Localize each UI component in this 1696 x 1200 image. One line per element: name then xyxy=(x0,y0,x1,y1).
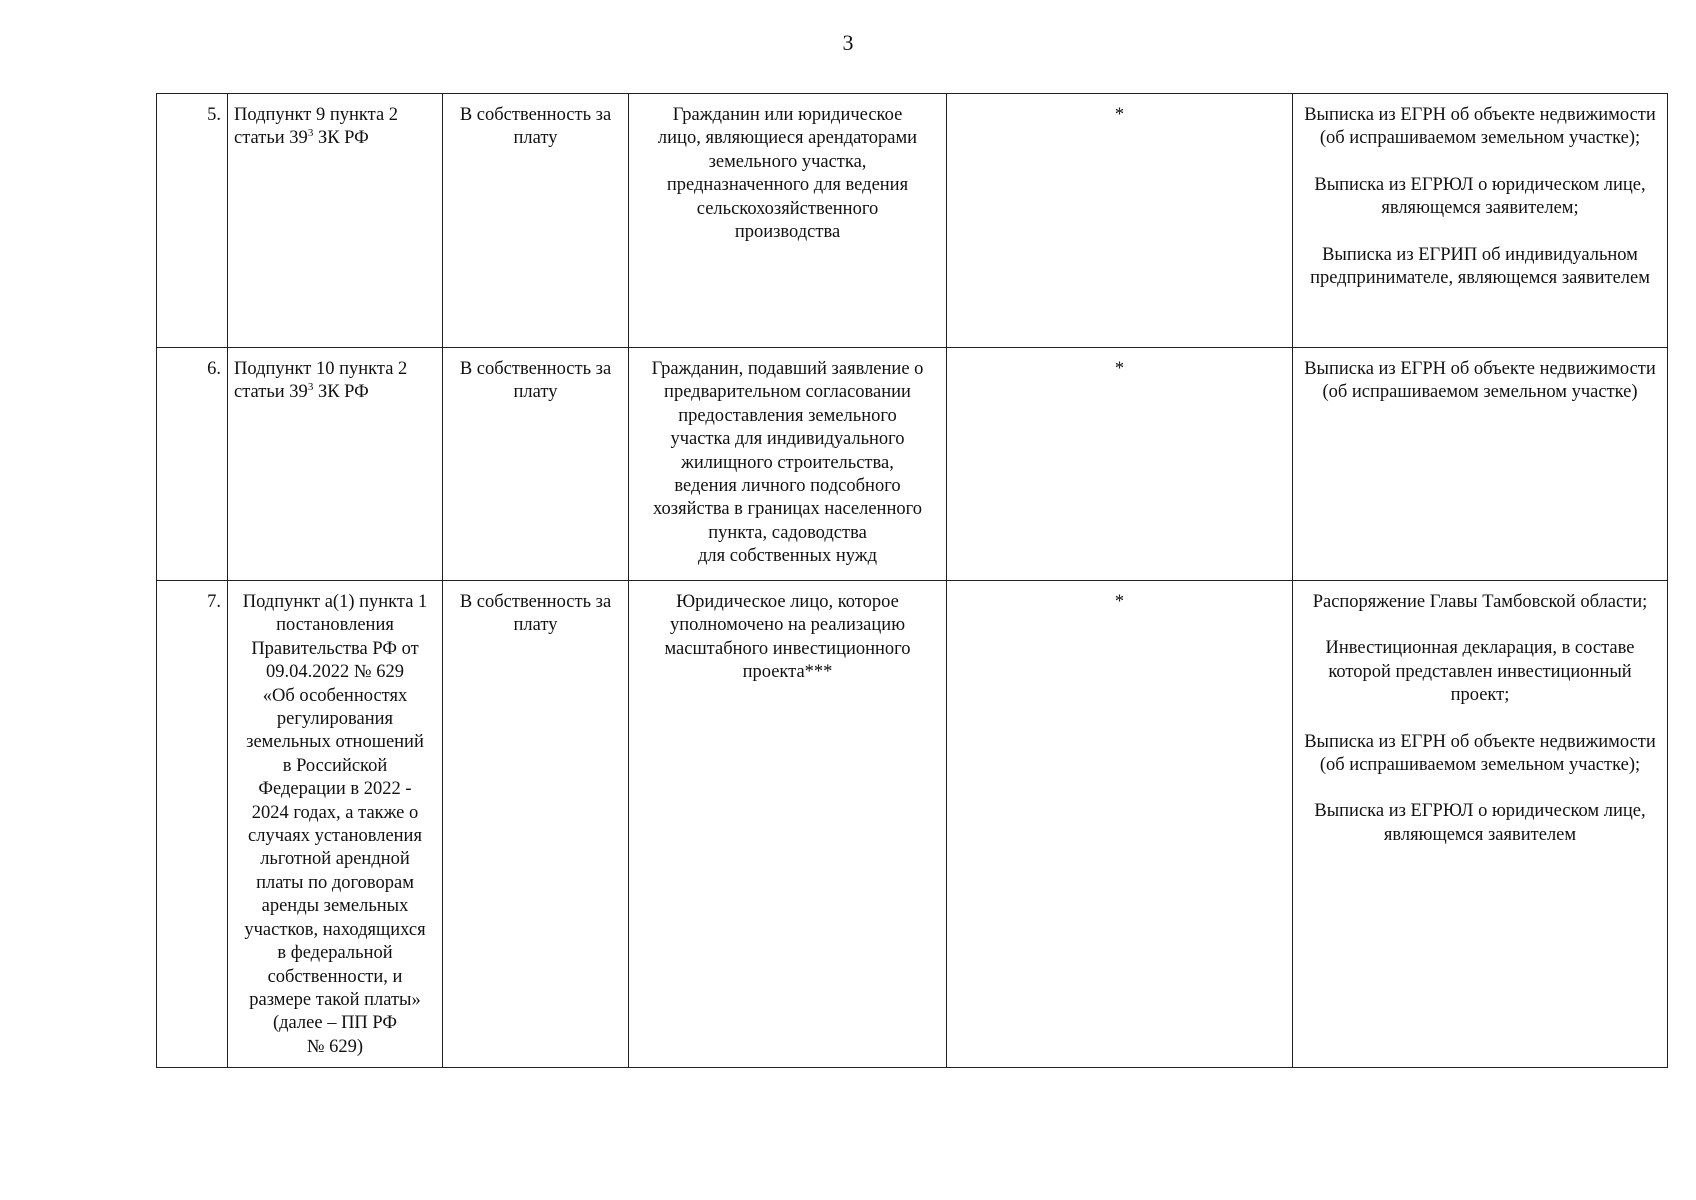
applicant-line: участка для индивидуального xyxy=(670,429,905,450)
provision-type-cell: В собственность за плату xyxy=(443,348,629,581)
applicant-line: земельного участка, xyxy=(708,151,867,172)
legal-basis-line: 2024 годах, а также о xyxy=(251,802,419,823)
legal-basis-line: участков, находящихся xyxy=(244,919,426,940)
page-number: 3 xyxy=(842,30,854,55)
legal-basis-line: платы по договорам xyxy=(256,872,414,893)
legal-basis-line: земельных отношений xyxy=(246,732,424,753)
applicant-line: предназначенного для ведения xyxy=(666,175,909,196)
document-item: Выписка из ЕГРЮЛ о юридическом лице, являющемся заявителем xyxy=(1314,801,1646,845)
document-item: Выписка из ЕГРН об объекте недвижимости (об испрашиваемом земельном участке); xyxy=(1304,105,1656,149)
applicant-line: сельскохозяйственного xyxy=(696,198,879,219)
applicant-line: Гражданин, подавший заявление о xyxy=(651,359,924,379)
applicant-line: Гражданин или юридическое xyxy=(672,105,903,125)
applicant-line: проекта*** xyxy=(742,662,833,683)
asterisk-mark-cell: * xyxy=(947,348,1293,581)
land-provision-table xyxy=(156,93,1668,1068)
legal-basis-suffix: ЗК РФ xyxy=(313,128,369,149)
applicant-line: хозяйства в границах населенного xyxy=(653,499,922,520)
legal-basis-line: постановления xyxy=(276,615,394,636)
legal-basis-line: в федеральной xyxy=(277,943,393,964)
asterisk-mark-cell: * xyxy=(947,581,1293,1068)
applicant-cell xyxy=(629,94,947,348)
documents-cell xyxy=(1293,94,1668,348)
applicant-line: предварительном согласовании xyxy=(664,382,911,403)
legal-basis-line: льготной арендной xyxy=(260,849,410,870)
legal-basis-line: Подпункт а(1) пункта 1 xyxy=(242,592,428,612)
table-row xyxy=(157,581,1668,1068)
legal-basis-cell xyxy=(228,94,443,348)
provision-type-cell: В собственность за плату xyxy=(443,581,629,1068)
applicant-line: Юридическое лицо, которое xyxy=(676,592,899,612)
document-item: Выписка из ЕГРИП об индивидуальном предпринимателе, являющемся заявителем xyxy=(1310,244,1650,289)
table-row xyxy=(157,348,1668,581)
legal-basis-line: собственности, и xyxy=(267,966,403,987)
applicant-line: масштабного инвестиционного xyxy=(664,638,911,659)
legal-basis-superscript: 3 xyxy=(307,381,314,394)
applicant-line: производства xyxy=(734,222,841,243)
document-item: Выписка из ЕГРЮЛ о юридическом лице, являющемся заявителем; xyxy=(1314,174,1646,219)
document-item: Выписка из ЕГРН об объекте недвижимости (об испрашиваемом земельном участке) xyxy=(1304,359,1656,403)
row-number: 5. xyxy=(157,94,228,348)
legal-basis-line: размере такой платы» xyxy=(249,989,421,1010)
document-item: Инвестиционная декларация, в составе которой представлен инвестиционный проект; xyxy=(1325,638,1635,706)
legal-basis-line: Правительства РФ от xyxy=(251,638,419,659)
applicant-cell xyxy=(629,348,947,581)
row-number: 6. xyxy=(157,348,228,581)
legal-basis-line: в Российской xyxy=(282,755,388,776)
legal-basis-line: случаях установления xyxy=(248,826,422,847)
legal-basis-text: Подпункт 10 пункта 2 статьи 39 xyxy=(234,359,408,403)
legal-basis-line: Федерации в 2022 - xyxy=(258,779,412,800)
documents-cell xyxy=(1293,348,1668,581)
document-item: Выписка из ЕГРН об объекте недвижимости (об испрашиваемом земельном участке); xyxy=(1304,731,1656,776)
asterisk-mark-cell: * xyxy=(947,94,1293,348)
applicant-line: предоставления земельного xyxy=(678,405,897,426)
applicant-line: ведения личного подсобного xyxy=(674,476,901,497)
table-row xyxy=(157,94,1668,348)
applicant-line: жилищного строительства, xyxy=(681,452,894,473)
legal-basis-text: Подпункт 9 пункта 2 статьи 39 xyxy=(234,105,399,149)
document-item: Распоряжение Главы Тамбовской области; xyxy=(1312,592,1648,612)
legal-basis-line: «Об особенностях xyxy=(262,685,408,706)
applicant-line: для собственных нужд xyxy=(698,546,877,567)
applicant-cell xyxy=(629,581,947,1068)
legal-basis-cell xyxy=(228,581,443,1068)
applicant-line: лицо, являющиеся арендаторами xyxy=(657,128,918,149)
documents-cell xyxy=(1293,581,1668,1068)
provision-type-cell: В собственность за плату xyxy=(443,94,629,348)
legal-basis-cell xyxy=(228,348,443,581)
legal-basis-superscript: 3 xyxy=(307,127,314,140)
legal-basis-line: регулирования xyxy=(276,709,394,730)
applicant-line: уполномочено на реализацию xyxy=(669,615,906,636)
legal-basis-line: 09.04.2022 № 629 xyxy=(266,662,404,683)
legal-basis-line: № 629) xyxy=(306,1036,364,1057)
applicant-line: пункта, садоводства xyxy=(708,522,867,543)
legal-basis-line: аренды земельных xyxy=(261,896,409,917)
legal-basis-line: (далее – ПП РФ xyxy=(272,1013,398,1034)
row-number: 7. xyxy=(157,581,228,1068)
legal-basis-suffix: ЗК РФ xyxy=(313,382,369,403)
